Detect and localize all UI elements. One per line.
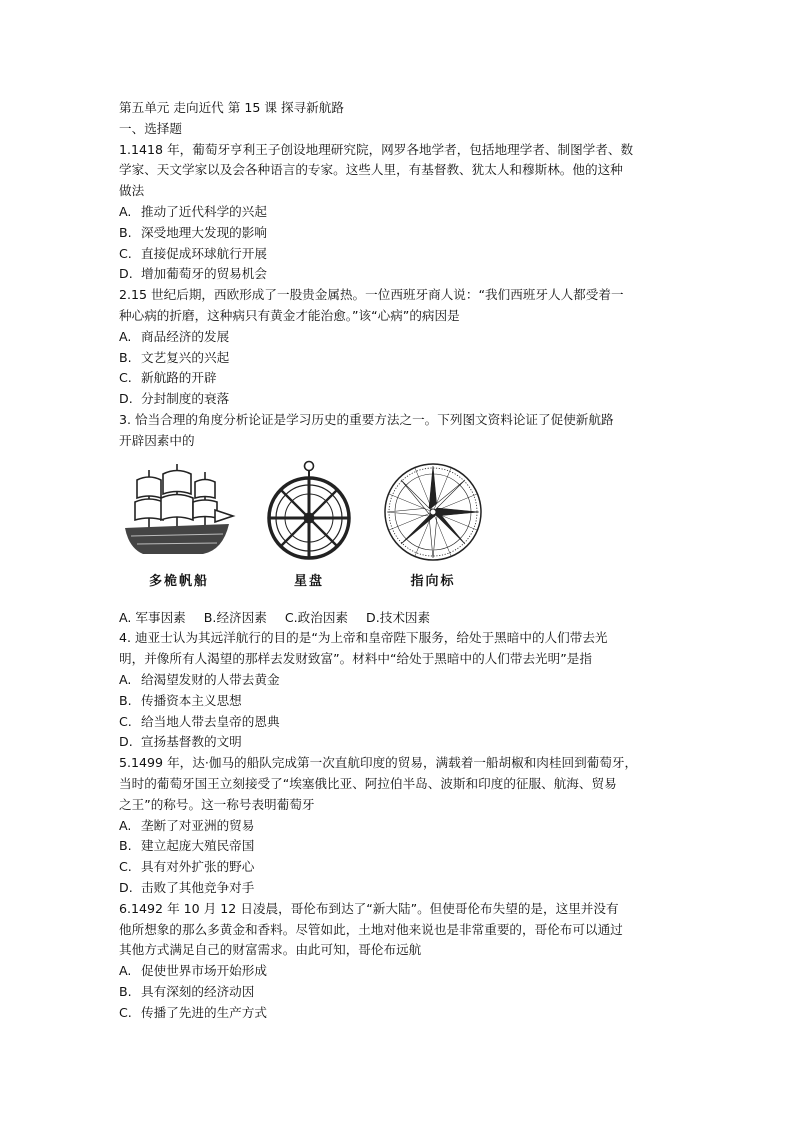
- option-c: C. 新航路的开辟: [119, 370, 217, 386]
- option-d: D. 分封制度的衰落: [119, 391, 230, 407]
- question-1: [119, 140, 679, 286]
- option-c: C. 给当地人带去皇帝的恩典: [119, 713, 280, 729]
- section-heading: 一、选择题: [119, 120, 182, 136]
- figure-compass-rose: [373, 458, 493, 589]
- question-line: 做法: [119, 183, 145, 199]
- question-line: 当时的葡萄牙国王立刻接受了“埃塞俄比亚、阿拉伯半岛、波斯和印度的征服、航海、贸易: [119, 775, 617, 791]
- option-d: D. 击败了其他竞争对手: [119, 879, 255, 895]
- option-c: C. 传播了先进的生产方式: [119, 1004, 267, 1020]
- option-b: B. 传播资本主义思想: [119, 692, 242, 708]
- astrolabe-icon: [249, 458, 369, 566]
- option-a: A. 促使世界市场开始形成: [119, 963, 267, 979]
- question-line: 4. 迪亚士认为其远洋航行的目的是“为上帝和皇帝陛下服务，给处于黑暗中的人们带去光: [119, 630, 608, 646]
- question-5: [119, 753, 679, 899]
- question-line: 1.1418 年，葡萄牙亨利王子创设地理研究院，网罗各地学者，包括地理学者、制图学者、数: [119, 141, 634, 157]
- option-a: A. 军事因素: [119, 609, 186, 625]
- page-title: 第五单元 走向近代 第 15 课 探寻新航路: [119, 100, 344, 115]
- option-a: A. 垄断了对亚洲的贸易: [119, 817, 255, 833]
- question-6: [119, 899, 679, 1024]
- figure-caption: 星盘: [293, 573, 324, 589]
- question-line: 种心病的折磨，这种病只有黄金才能治愈。”该“心病”的病因是: [119, 307, 460, 323]
- worksheet-page: [119, 98, 679, 1023]
- question-3-figures: [119, 458, 679, 608]
- option-d: D.技术因素: [366, 609, 431, 625]
- option-b: B. 深受地理大发现的影响: [119, 224, 267, 240]
- option-d: D. 增加葡萄牙的贸易机会: [119, 266, 267, 282]
- question-line: 之王”的称号。这一称号表明葡萄牙: [119, 796, 315, 812]
- question-line: 开辟因素中的: [119, 432, 195, 448]
- figure-ship: [119, 458, 239, 589]
- figure-astrolabe: [249, 458, 369, 589]
- option-c: C.政治因素: [284, 609, 349, 625]
- figure-caption: 多桅帆船: [148, 573, 209, 589]
- question-line: 3. 恰当合理的角度分析论证是学习历史的重要方法之一。下列图文资料论证了促使新航路: [119, 411, 614, 427]
- question-line: 其他方式满足自己的财富需求。由此可知，哥伦布远航: [119, 942, 422, 958]
- figure-caption: 指向标: [410, 573, 456, 589]
- question-line: 学家、天文学家以及会各种语言的专家。这些人里，有基督教、犹太人和穆斯林。他的这种: [119, 162, 623, 178]
- question-4: [119, 628, 679, 753]
- option-b: B. 建立起庞大殖民帝国: [119, 838, 255, 854]
- option-d: D. 宣扬基督教的文明: [119, 734, 242, 750]
- compass-rose-icon: [373, 458, 493, 566]
- option-c: C. 直接促成环球航行开展: [119, 245, 267, 261]
- option-a: A. 商品经济的发展: [119, 328, 230, 344]
- question-line: 5.1499 年，达·伽马的船队完成第一次直航印度的贸易，满载着一船胡椒和肉桂回到葡萄牙，: [119, 755, 638, 771]
- option-b: B. 文艺复兴的兴起: [119, 349, 230, 365]
- inline-options: [119, 608, 679, 629]
- question-3: [119, 410, 679, 628]
- question-line: 2.15 世纪后期，西欧形成了一股贵金属热。一位西班牙商人说：“我们西班牙人人都受着一: [119, 287, 624, 303]
- option-a: A. 推动了近代科学的兴起: [119, 203, 267, 219]
- sailing-ship-icon: [119, 458, 239, 566]
- option-b: B. 具有深刻的经济动因: [119, 983, 255, 999]
- question-line: 6.1492 年 10 月 12 日凌晨，哥伦布到达了“新大陆”。但使哥伦布失望的是，这里并没有: [119, 900, 619, 916]
- question-line: 明，并像所有人渴望的那样去发财致富”。材料中“给处于黑暗中的人们带去光明”是指: [119, 651, 592, 667]
- option-a: A. 给渴望发财的人带去黄金: [119, 671, 280, 687]
- question-2: [119, 285, 679, 410]
- option-b: B.经济因素: [203, 609, 267, 625]
- option-c: C. 具有对外扩张的野心: [119, 859, 255, 875]
- question-line: 他所想象的那么多黄金和香料。尽管如此，土地对他来说也是非常重要的，哥伦布可以通过: [119, 921, 623, 937]
